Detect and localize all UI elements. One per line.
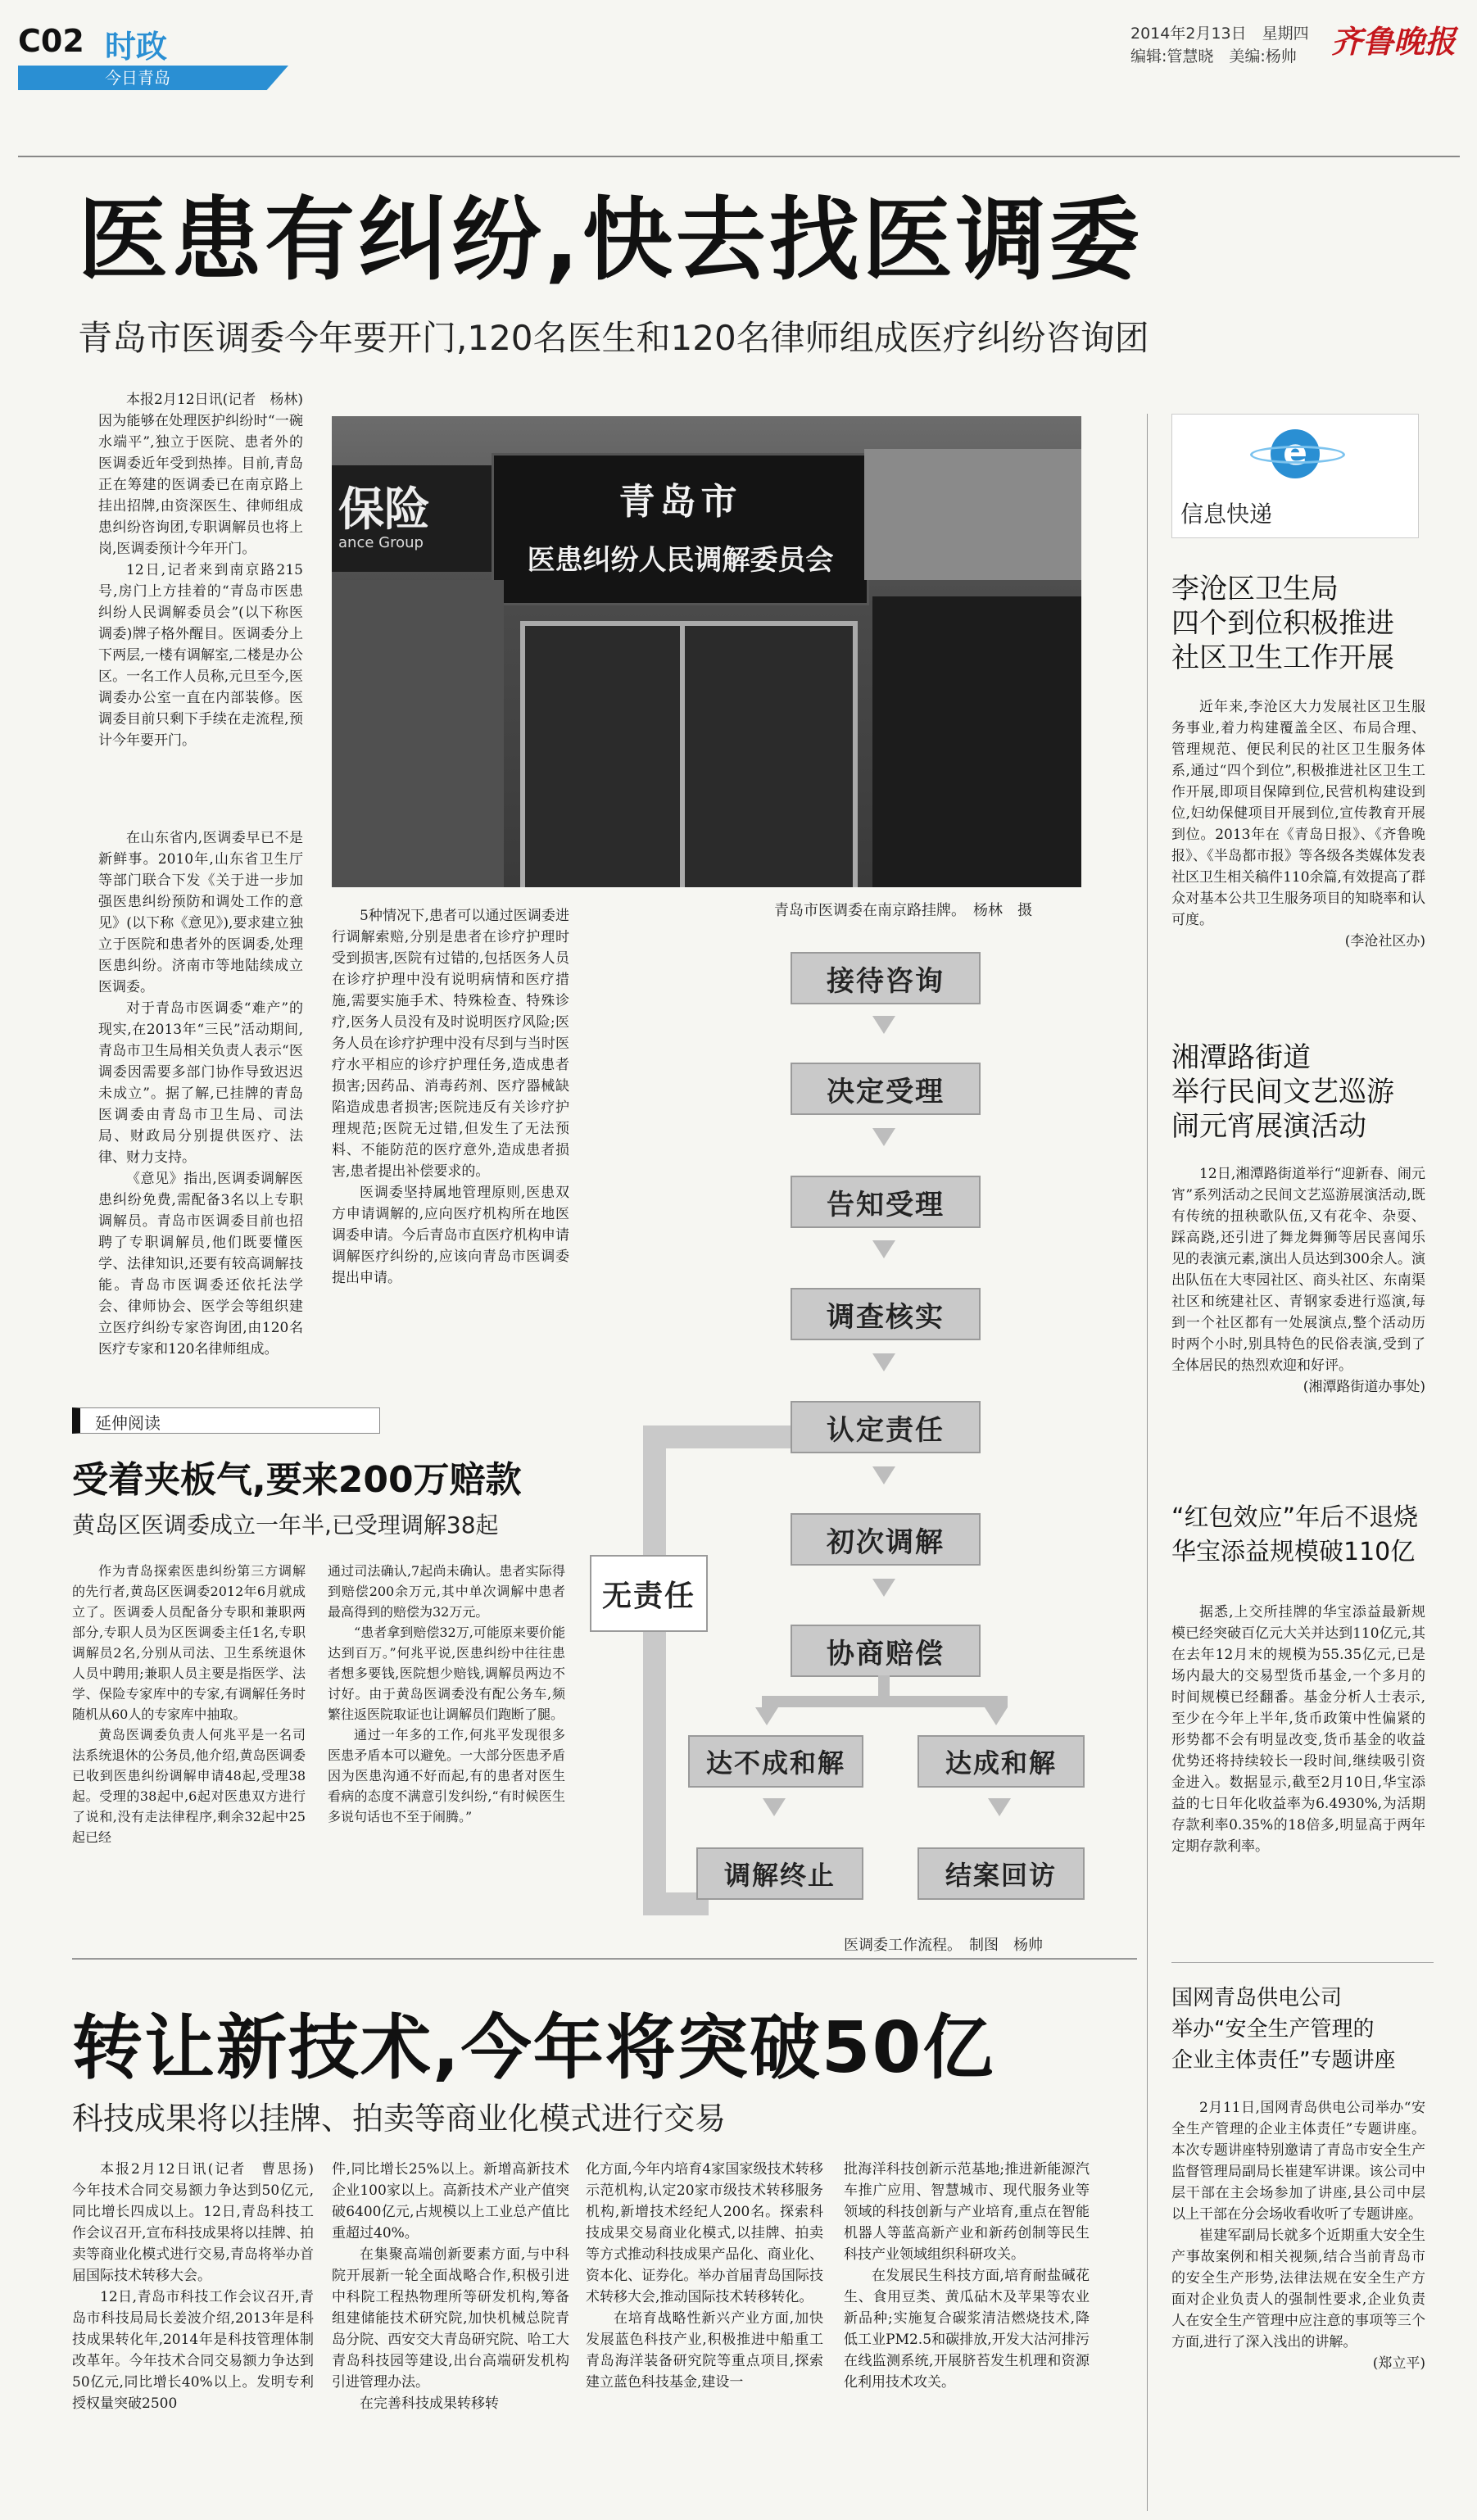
sidebar-item-title: 湘潭路街道 举行民间文艺巡游 闹元宵展演活动 xyxy=(1171,1041,1394,1143)
editors-line: 编辑:管慧晓 美编:杨帅 xyxy=(1130,48,1297,66)
flow-arrow xyxy=(872,1128,895,1146)
paragraph: 在培育战略性新兴产业方面,加快发展蓝色科技产业,积极推进中船重工青岛海洋装备研究院等重点项目,探索建立蓝色科技基金,建设一 xyxy=(586,2310,823,2391)
photo-doorway xyxy=(520,621,858,887)
paragraph: 本报2月12日讯(记者 杨林) 因为能够在处理医护纠纷时“一碗水端平”,独立于医院、患者外的医调委近年受到热捧。目前,青岛正在筹建的医调委已在南京路上挂出招牌,由资深医生、律师组成患纠纷咨询团,专职调解员也将上岗,医调委预计今年开门。 xyxy=(98,392,317,557)
section-divider xyxy=(72,1958,1137,1960)
flow-arrow xyxy=(755,1707,778,1725)
subsection-label: 今日青岛 xyxy=(105,68,170,88)
flow-step: 接待咨询 xyxy=(791,952,981,1004)
flow-step: 决定受理 xyxy=(791,1063,981,1115)
sidebar-divider xyxy=(1147,414,1148,2511)
paragraph: 崔建军副局长就多个近期重大安全生产事故案例和相关视频,结合当前青岛市的安全生产形势,法律法规在安全生产方面对企业负责人的强制性要求,企业负责人在安全生产管理中应注意的事项等三个方面,进行了深入浅出的讲解。 xyxy=(1171,2228,1425,2350)
flow-no-liability: 无责任 xyxy=(590,1555,708,1632)
photo-caption: 青岛市医调委在南京路挂牌。 杨林 摄 xyxy=(774,902,1032,919)
paragraph: 化方面,今年内培育4家国家级技术转移示范机构,认定20家市级技术转移服务机构,新增技术经纪人200名。探索科技成果交易商业化模式,以挂牌、拍卖等方式推动科技成果产品化、商业化、资本化、证券化。举办首届青岛国际技术转移大会,推动国际技术转移转化。 xyxy=(586,2161,823,2305)
section-name: 时政 xyxy=(105,29,168,65)
main-story-col2 xyxy=(332,905,569,1289)
tech-subheadline: 科技成果将以挂牌、拍卖等商业化模式进行交易 xyxy=(72,2101,727,2137)
flow-arrow xyxy=(763,1798,786,1816)
sidebar-item-body xyxy=(1171,1602,1425,1857)
paragraph: 12日,湘潭路街道举行“迎新春、闹元宵”系列活动之民间文艺巡游展演活动,既有传统的扭秧歌队伍,又有花伞、杂耍、踩高跷,还引进了舞龙舞狮等居民喜闻乐见的表演元素,演出人员达到300余人。演出队伍在大枣园社区、商头社区、东南渠社区和统建社区、青钢家委进行巡演,每到一个社区都有一处展演点,整个活动历时两个小时,别具特色的民俗表演,受到了全体居民的热烈欢迎和好评。 xyxy=(1171,1166,1425,1374)
main-story-col1 xyxy=(98,389,317,751)
paragraph: 作为青岛探索医患纠纷第三方调解的先行者,黄岛区医调委2012年6月就成立了。医调委人员配备分专职和兼职两部分,专职人员为区医调委主任1名,专职调解员2名,分别从司法、卫生系统退休人员中聘用;兼职人员主要是指医学、法学、保险专家库中的专家,有调解任务时随机从60人的专家库中抽取。 xyxy=(72,1563,306,1722)
flow-branch-success: 达成和解 xyxy=(917,1735,1085,1788)
paragraph: 12日,记者来到南京路215号,房门上方挂着的“青岛市医患纠纷人民调解委员会”(以下称医调委)牌子格外醒目。医调委分上下两层,一楼有调解室,二楼是办公区。一名工作人员称,元旦至今,医调委办公室一直在内部装修。医调委目前只剩下手续在走流程,预计今年要开门。 xyxy=(98,562,303,749)
flow-arrow xyxy=(872,1353,895,1371)
paragraph: 《意见》指出,医调委调解医患纠纷免费,需配备3名以上专职调解员。青岛市医调委目前也招聘了专职调解员,他们既要懂医学、法律知识,还要有较高调解技能。青岛市医调委还依托法学会、律师协会、医学会等组织建立医疗纠纷专家咨询团,由120名医疗专家和120名律师组成。 xyxy=(98,1171,303,1357)
paragraph: 通过司法确认,7起尚未确认。患者实际得到赔偿200余万元,其中单次调解中患者最高得到的赔偿为32万元。 xyxy=(328,1563,565,1620)
flow-branch-fail: 达不成和解 xyxy=(688,1735,863,1788)
sidebar-item-title: “红包效应”年后不退烧 华宝添益规模破110亿 xyxy=(1171,1503,1419,1566)
paragraph: 在山东省内,医调委早已不是新鲜事。2010年,山东省卫生厅等部门联合下发《关于进一步加强医患纠纷预防和调处工作的意见》(以下称《意见》),要求建立独立于医院和患者外的医调委,处理医患纠纷。济南市等地陆续成立医调委。 xyxy=(98,830,303,995)
paragraph: “患者拿到赔偿32万,可能原来要价能达到百万。”何兆平说,医患纠纷中往往患者想多要钱,医院想少赔钱,调解员两边不讨好。由于黄岛医调委没有配公务车,频繁往返医院取证也让调解员们跑断了腿。 xyxy=(328,1625,565,1722)
flow-end-success: 结案回访 xyxy=(917,1847,1085,1900)
paragraph: 12日,青岛市科技工作会议召开,青岛市科技局局长姜波介绍,2013年是科技成果转化年,2014年是科技管理体制改革年。今年技术合同交易额力争达到50亿元,同比增长40%以上。发明专利授权量突破2500 xyxy=(72,2289,314,2412)
paragraph: 本报2月12日讯(记者 曹思扬) 今年技术合同交易额力争达到50亿元,同比增长四成以上。12日,青岛科技工作会议召开,宣布科技成果将以挂牌、拍卖等商业化模式进行交易,青岛将举办首届国际技术转移大会。 xyxy=(72,2161,328,2284)
flow-arrow xyxy=(872,1240,895,1258)
flow-arrow xyxy=(872,1466,895,1484)
paragraph: 据悉,上交所挂牌的华宝添益最新规模已经突破百亿元大关并达到110亿元,其在去年12月末的规模为55.35亿元,已是场内最大的交易型货币基金,一个多月的时间规模已经翻番。基金分析人士表示,至少在今年上半年,货币政策中性偏紧的形势都不会有明显改变,货币基金的收益优势还将持续较长一段时间,继续吸引资金进入。数据显示,截至2月10日,华宝添益的七日年化收益率为6.4930%,为活期存款利率0.35%的18倍多,明显高于两年定期存款利率。 xyxy=(1171,1604,1425,1855)
paragraph: 件,同比增长25%以上。新增高新技术企业100家以上。高新技术产业产值突破6400亿元,占规模以上工业总产值比重超过40%。 xyxy=(332,2161,569,2241)
tech-col3 xyxy=(586,2159,823,2393)
masthead-divider xyxy=(18,156,1460,157)
flowchart-caption: 医调委工作流程。 制图 杨帅 xyxy=(844,1937,1043,1954)
paragraph: 在集聚高端创新要素方面,与中科院开展新一轮全面战略合作,积极引进中科院工程热物理所等研发机构,筹备组建储能技术研究院,加快机械总院青岛分院、西安交大青岛研究院、哈工大青岛科技园等建设,出台高端研发机构引进管理办法。 xyxy=(332,2246,569,2391)
flow-arrow xyxy=(988,1798,1011,1816)
paragraph: 批海洋科技创新示范基地;推进新能源汽车推广应用、智慧城市、现代服务业等领域的科技创新与产业培育,重点在智能机器人等蓝高新产业和新药创制等民生科技产业领域组织科研攻关。 xyxy=(844,2161,1090,2263)
date-line: 2014年2月13日 星期四 xyxy=(1130,25,1309,43)
sidebar-item-body xyxy=(1171,2097,1425,2374)
news-photo xyxy=(332,416,1081,887)
paragraph: 在发展民生科技方面,培育耐盐碱花生、食用豆类、黄瓜砧木及苹果等农业新品种;实施复合碳浆清洁燃烧技术,降低工业PM2.5和碳排放,开发大沽河排污在线监测系统,开展脐苔发生机理和资源化利用技术攻关。 xyxy=(844,2268,1090,2391)
tech-headline: 转让新技术,今年将突破50亿 xyxy=(72,2007,995,2089)
photo-main-sign: 青岛市 医患纠纷人民调解委员会 xyxy=(492,453,869,605)
flow-step: 告知受理 xyxy=(791,1176,981,1228)
sub-story-subheadline: 黄岛区医调委成立一年半,已受理调解38起 xyxy=(72,1512,499,1539)
sidebar-item-divider xyxy=(1171,1962,1434,1963)
paragraph: 通过一年多的工作,何兆平发现很多医患矛盾本可以避免。一大部分医患矛盾因为医患沟通不好而起,有的患者对医生看病的态度不满意引发纠纷,“有时候医生多说句话也不至于闹腾。” xyxy=(328,1727,565,1824)
sidebar-label: 信息快递 xyxy=(1180,501,1273,528)
sub-story-col2 xyxy=(328,1561,565,1827)
sub-story-tag: 延伸阅读 xyxy=(72,1407,380,1434)
branch-bar xyxy=(762,1696,1008,1707)
paragraph: 在完善科技成果转移转 xyxy=(360,2395,499,2412)
flow-arrow xyxy=(872,1016,895,1034)
sidebar-item-title: 国网青岛供电公司 举办“安全生产管理的 企业主体责任”专题讲座 xyxy=(1171,1986,1396,2073)
sidebar-item-body xyxy=(1171,1163,1425,1398)
flow-step: 认定责任 xyxy=(791,1401,981,1453)
page-code: C02 xyxy=(18,23,84,59)
flowchart xyxy=(573,934,1098,1966)
paper-logo: 齐鲁晚报 xyxy=(1331,23,1457,60)
credit: (湘潭路街道办事处) xyxy=(1303,1379,1425,1395)
paragraph: 黄岛医调委负责人何兆平是一名司法系统退休的公务员,他介绍,黄岛医调委已收到医患纠纷调解申请48起,受理38起。受理的38起中,6起对医患双方进行了说和,没有走法律程序,剩余32起中25起已经 xyxy=(72,1727,306,1845)
flow-step: 调查核实 xyxy=(791,1288,981,1340)
credit: (郑立平) xyxy=(1372,2355,1425,2372)
paragraph: 5种情况下,患者可以通过医调委进行调解索赔,分别是患者在诊疗护理时受到损害,医院有过错的,包括医务人员在诊疗护理中没有说明病情和医疗措施,需要实施手术、特殊检查、特殊诊疗,医务人员没有及时说明医疗风险;医务人员在诊疗护理中没有尽到与当时医疗水平相应的诊疗护理任务,造成患者损害;因药品、消毒药剂、医疗器械缺陷造成患者损害;医院违反有关诊疗护理规范;医院无过错,但发生了无法预料、不能防范的医疗意外,造成患者损害,患者提出补偿要求的。 xyxy=(332,908,569,1180)
tech-col4 xyxy=(844,2159,1090,2393)
flow-end-fail: 调解终止 xyxy=(696,1847,863,1900)
sub-story-headline: 受着夹板气,要来200万赔款 xyxy=(72,1459,522,1501)
tech-col2 xyxy=(332,2159,569,2414)
flow-step: 协商赔偿 xyxy=(791,1625,981,1677)
paragraph: 近年来,李沧区大力发展社区卫生服务事业,着力构建覆盖全区、布局合理、管理规范、便民利民的社区卫生服务体系,通过“四个到位”,积极推进社区卫生工作开展,即项目保障到位,民营机构建设到位,妇幼保健项目开展到位,宣传教育开展到位。2013年在《青岛日报》、《齐鲁晚报》、《半岛都市报》等各级各类媒体发表社区卫生相关稿件110余篇,有效提高了群众对基本公共卫生服务项目的知晓率和认可度。 xyxy=(1171,699,1425,928)
sidebar-item-title: 李沧区卫生局 四个到位积极推进 社区卫生工作开展 xyxy=(1171,573,1394,674)
sidebar-item-body xyxy=(1171,696,1425,952)
flow-arrow xyxy=(872,1579,895,1597)
main-story-col1b xyxy=(98,827,303,1360)
credit: (李沧社区办) xyxy=(1344,933,1425,950)
main-headline: 医患有纠纷,快去找医调委 xyxy=(78,188,1143,292)
sidebar-header xyxy=(1171,414,1419,538)
tech-col1 xyxy=(72,2159,328,2414)
bypass-line-vertical xyxy=(643,1425,666,1909)
paragraph: 2月11日,国网青岛供电公司举办“安全生产管理的企业主体责任”专题讲座。本次专题讲座特别邀请了青岛市安全生产监督管理局副局长崔建军讲课。该公司中层干部在主会场参加了讲座,县公司中层以上干部在分会场收看收听了专题讲座。 xyxy=(1171,2100,1425,2223)
paragraph: 医调委坚持属地管理原则,医患双方申请调解的,应向医疗机构所在地医调委申请。今后青岛市直医疗机构申请调解医疗纠纷的,应该向青岛市医调委提出申请。 xyxy=(332,1185,569,1286)
photo-left-sign: 保险 ance Group xyxy=(332,465,496,572)
paragraph: 对于青岛市医调委“难产”的现实,在2013年“三民”活动期间,青岛市卫生局相关负责人表示“医调委因需要多部门协作导致迟迟未成立”。据了解,已挂牌的青岛医调委由青岛市卫生局、司法局、财政局分别提供医疗、法律、财力支持。 xyxy=(98,1000,303,1166)
sub-story-col1 xyxy=(72,1561,306,1847)
masthead xyxy=(0,0,1477,90)
flow-step: 初次调解 xyxy=(791,1513,981,1566)
flow-arrow xyxy=(985,1707,1008,1725)
main-subheadline: 青岛市医调委今年要开门,120名医生和120名律师组成医疗纠纷咨询团 xyxy=(78,318,1149,358)
info-express-icon: e xyxy=(1271,429,1320,478)
